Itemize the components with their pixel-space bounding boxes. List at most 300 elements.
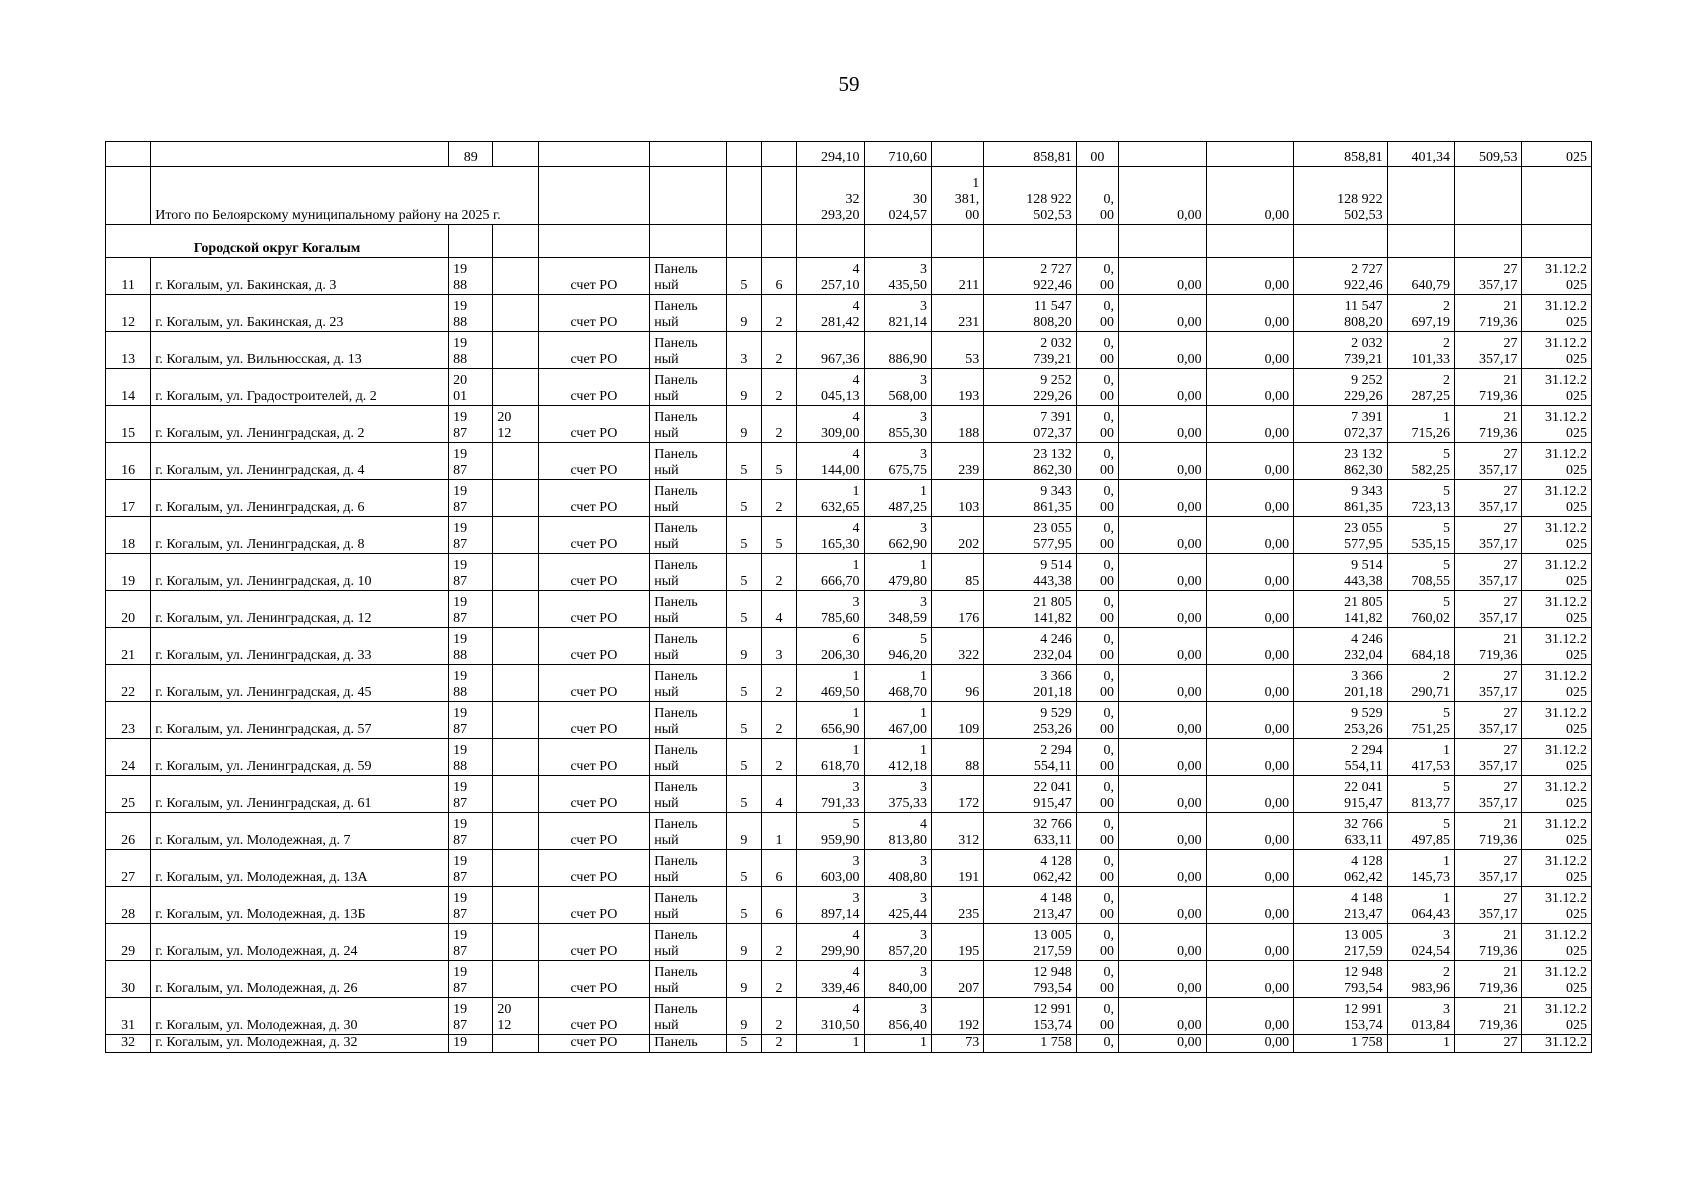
completion-date: 31.12.2 025 <box>1522 517 1592 554</box>
zero-value: 0, 00 <box>1076 850 1118 887</box>
year-renovated <box>493 258 538 295</box>
repair-cost-2: 9 529 253,26 <box>1294 702 1388 739</box>
cost-limit: 27 357,17 <box>1455 776 1522 813</box>
wall-material: Панель ный <box>650 295 726 332</box>
entrances: 2 <box>761 406 796 443</box>
zero-value: 0, 00 <box>1076 369 1118 406</box>
repair-cost: 32 766 633,11 <box>984 813 1077 850</box>
floors: 9 <box>726 628 761 665</box>
completion-date: 31.12.2 025 <box>1522 591 1592 628</box>
total-area: 4 299,90 <box>797 924 864 961</box>
section-cell-empty <box>797 225 864 258</box>
wall-material: Панель ный <box>650 517 726 554</box>
completion-date: 31.12.2 025 <box>1522 887 1592 924</box>
wall-material: Панель ный <box>650 924 726 961</box>
wall-material: Панель ный <box>650 813 726 850</box>
funding-source: счет РО <box>538 998 650 1035</box>
repair-cost: 21 805 141,82 <box>984 591 1077 628</box>
zero-value-1: 0,00 <box>1119 887 1207 924</box>
residents: 193 <box>931 369 983 406</box>
year-renovated <box>493 554 538 591</box>
year-renovated <box>493 961 538 998</box>
unit-cost: 2 983,96 <box>1387 961 1454 998</box>
floors: 9 <box>726 998 761 1035</box>
last-row-cell: 27 <box>1455 1035 1522 1053</box>
table-row-section <box>106 225 1592 258</box>
year-built: 19 88 <box>449 332 493 369</box>
funding-source: счет РО <box>538 739 650 776</box>
funding-source: счет РО <box>538 924 650 961</box>
entrances: 2 <box>761 961 796 998</box>
unit-cost: 684,18 <box>1387 628 1454 665</box>
repair-cost: 4 128 062,42 <box>984 850 1077 887</box>
total-cost: 128 922 502,53 <box>984 167 1077 225</box>
row-number: 30 <box>106 961 151 998</box>
section-cell-empty <box>761 225 796 258</box>
zero-value-2: 0,00 <box>1206 517 1294 554</box>
year-built: 20 01 <box>449 369 493 406</box>
living-area: 5 946,20 <box>864 628 931 665</box>
living-area: 3 855,30 <box>864 406 931 443</box>
zero-value: 0, 00 <box>1076 332 1118 369</box>
zero-value: 0, 00 <box>1076 517 1118 554</box>
total-area: 4 310,50 <box>797 998 864 1035</box>
zero-value-2: 0,00 <box>1206 850 1294 887</box>
total-cell-empty <box>1387 167 1454 225</box>
last-row-cell: 2 <box>761 1035 796 1053</box>
housing-register-table <box>105 141 1592 1053</box>
year-renovated <box>493 850 538 887</box>
table-row <box>106 850 1592 887</box>
floors: 5 <box>726 554 761 591</box>
funding-source: счет РО <box>538 591 650 628</box>
zero-value: 0, 00 <box>1076 776 1118 813</box>
unit-cost: 1 417,53 <box>1387 739 1454 776</box>
funding-source: счет РО <box>538 887 650 924</box>
funding-source: счет РО <box>538 406 650 443</box>
repair-cost-2: 23 055 577,95 <box>1294 517 1388 554</box>
carryover-cell <box>538 142 650 167</box>
address: г. Когалым, ул. Ленинградская, д. 6 <box>151 480 449 517</box>
section-cell-empty <box>449 225 493 258</box>
table-row <box>106 961 1592 998</box>
year-renovated <box>493 924 538 961</box>
completion-date: 31.12.2 025 <box>1522 924 1592 961</box>
section-cell-empty <box>1522 225 1592 258</box>
section-cell-empty <box>1294 225 1388 258</box>
total-area: 1 656,90 <box>797 702 864 739</box>
zero-value-2: 0,00 <box>1206 776 1294 813</box>
last-row-cell: 1 <box>797 1035 864 1053</box>
unit-cost: 5 535,15 <box>1387 517 1454 554</box>
floors: 5 <box>726 443 761 480</box>
funding-source: счет РО <box>538 628 650 665</box>
year-renovated <box>493 887 538 924</box>
wall-material: Панель ный <box>650 369 726 406</box>
last-row-cell: 5 <box>726 1035 761 1053</box>
zero-value: 0, 00 <box>1076 739 1118 776</box>
unit-cost: 5 760,02 <box>1387 591 1454 628</box>
floors: 5 <box>726 665 761 702</box>
repair-cost-2: 23 132 862,30 <box>1294 443 1388 480</box>
row-number: 12 <box>106 295 151 332</box>
table-body <box>106 142 1592 1053</box>
unit-cost: 1 145,73 <box>1387 850 1454 887</box>
completion-date: 31.12.2 025 <box>1522 998 1592 1035</box>
cost-limit: 21 719,36 <box>1455 406 1522 443</box>
address: г. Когалым, ул. Бакинская, д. 23 <box>151 295 449 332</box>
address: г. Когалым, ул. Ленинградская, д. 8 <box>151 517 449 554</box>
carryover-cell <box>1119 142 1207 167</box>
zero-value-2: 0,00 <box>1206 554 1294 591</box>
completion-date: 31.12.2 025 <box>1522 258 1592 295</box>
entrances: 3 <box>761 628 796 665</box>
living-area: 3 856,40 <box>864 998 931 1035</box>
repair-cost-2: 13 005 217,59 <box>1294 924 1388 961</box>
repair-cost: 12 948 793,54 <box>984 961 1077 998</box>
wall-material: Панель ный <box>650 258 726 295</box>
total-area: 967,36 <box>797 332 864 369</box>
zero-value: 0, 00 <box>1076 480 1118 517</box>
residents: 207 <box>931 961 983 998</box>
table-row <box>106 998 1592 1035</box>
wall-material: Панель ный <box>650 332 726 369</box>
address: г. Когалым, ул. Бакинская, д. 3 <box>151 258 449 295</box>
repair-cost: 11 547 808,20 <box>984 295 1077 332</box>
address: г. Когалым, ул. Ленинградская, д. 59 <box>151 739 449 776</box>
year-renovated <box>493 369 538 406</box>
table-row-total <box>106 167 1592 225</box>
unit-cost: 3 024,54 <box>1387 924 1454 961</box>
residents: 176 <box>931 591 983 628</box>
wall-material: Панель ный <box>650 850 726 887</box>
cost-limit: 21 719,36 <box>1455 998 1522 1035</box>
total-cost-2: 128 922 502,53 <box>1294 167 1388 225</box>
zero-value-1: 0,00 <box>1119 665 1207 702</box>
zero-value: 0, 00 <box>1076 554 1118 591</box>
entrances: 2 <box>761 924 796 961</box>
entrances: 4 <box>761 591 796 628</box>
year-built: 19 87 <box>449 443 493 480</box>
total-area: 4 144,00 <box>797 443 864 480</box>
year-built: 19 88 <box>449 739 493 776</box>
row-number: 29 <box>106 924 151 961</box>
section-cell-empty <box>493 225 538 258</box>
funding-source: счет РО <box>538 369 650 406</box>
repair-cost-2: 2 294 554,11 <box>1294 739 1388 776</box>
repair-cost-2: 21 805 141,82 <box>1294 591 1388 628</box>
zero-value-1: 0,00 <box>1119 480 1207 517</box>
residents: 231 <box>931 295 983 332</box>
wall-material: Панель ный <box>650 961 726 998</box>
total-area: 3 791,33 <box>797 776 864 813</box>
living-area: 3 857,20 <box>864 924 931 961</box>
total-cell-empty <box>106 167 151 225</box>
carryover-cell: 00 <box>1076 142 1118 167</box>
cost-limit: 27 357,17 <box>1455 591 1522 628</box>
completion-date: 31.12.2 025 <box>1522 628 1592 665</box>
repair-cost-2: 4 246 232,04 <box>1294 628 1388 665</box>
carryover-cell: 710,60 <box>864 142 931 167</box>
floors: 5 <box>726 517 761 554</box>
repair-cost: 23 055 577,95 <box>984 517 1077 554</box>
address: г. Когалым, ул. Ленинградская, д. 4 <box>151 443 449 480</box>
entrances: 6 <box>761 850 796 887</box>
carryover-cell <box>1206 142 1294 167</box>
carryover-cell: 294,10 <box>797 142 864 167</box>
section-title: Городской округ Когалым <box>106 225 449 258</box>
cost-limit: 21 719,36 <box>1455 924 1522 961</box>
table-row <box>106 628 1592 665</box>
wall-material: Панель ный <box>650 554 726 591</box>
table-row <box>106 480 1592 517</box>
residents: 239 <box>931 443 983 480</box>
zero-value: 0, 00 <box>1076 443 1118 480</box>
total-cell-empty <box>761 167 796 225</box>
last-row-cell: счет РО <box>538 1035 650 1053</box>
repair-cost-2: 32 766 633,11 <box>1294 813 1388 850</box>
section-cell-empty <box>1387 225 1454 258</box>
total-area: 1 618,70 <box>797 739 864 776</box>
wall-material: Панель ный <box>650 443 726 480</box>
table-row <box>106 702 1592 739</box>
repair-cost-2: 2 727 922,46 <box>1294 258 1388 295</box>
carryover-cell <box>761 142 796 167</box>
total-area: 4 339,46 <box>797 961 864 998</box>
total-area: 1 469,50 <box>797 665 864 702</box>
total-area: 32 293,20 <box>797 167 864 225</box>
floors: 9 <box>726 295 761 332</box>
entrances: 5 <box>761 443 796 480</box>
address: г. Когалым, ул. Молодежная, д. 13Б <box>151 887 449 924</box>
cost-limit: 21 719,36 <box>1455 628 1522 665</box>
entrances: 1 <box>761 813 796 850</box>
address: г. Когалым, ул. Ленинградская, д. 2 <box>151 406 449 443</box>
funding-source: счет РО <box>538 295 650 332</box>
table-row <box>106 258 1592 295</box>
repair-cost-2: 11 547 808,20 <box>1294 295 1388 332</box>
carryover-cell <box>106 142 151 167</box>
funding-source: счет РО <box>538 332 650 369</box>
funding-source: счет РО <box>538 776 650 813</box>
unit-cost: 2 101,33 <box>1387 332 1454 369</box>
entrances: 5 <box>761 517 796 554</box>
section-cell-empty <box>1076 225 1118 258</box>
year-renovated <box>493 517 538 554</box>
zero-value: 0, 00 <box>1076 258 1118 295</box>
section-cell-empty <box>726 225 761 258</box>
zero-value-1: 0,00 <box>1119 332 1207 369</box>
last-row-cell: 19 <box>449 1035 493 1053</box>
floors: 3 <box>726 332 761 369</box>
carryover-cell: 509,53 <box>1455 142 1522 167</box>
address: г. Когалым, ул. Градостроителей, д. 2 <box>151 369 449 406</box>
carryover-cell <box>726 142 761 167</box>
repair-cost: 9 252 229,26 <box>984 369 1077 406</box>
zero-value-1: 0,00 <box>1119 813 1207 850</box>
completion-date: 31.12.2 025 <box>1522 961 1592 998</box>
repair-cost: 12 991 153,74 <box>984 998 1077 1035</box>
zero-value-1: 0,00 <box>1119 517 1207 554</box>
repair-cost-2: 12 948 793,54 <box>1294 961 1388 998</box>
unit-cost: 2 290,71 <box>1387 665 1454 702</box>
total-zero-1: 0,00 <box>1119 167 1207 225</box>
last-row-cell <box>493 1035 538 1053</box>
year-renovated <box>493 332 538 369</box>
zero-value-2: 0,00 <box>1206 702 1294 739</box>
completion-date: 31.12.2 025 <box>1522 665 1592 702</box>
zero-value-1: 0,00 <box>1119 406 1207 443</box>
entrances: 2 <box>761 480 796 517</box>
repair-cost: 2 727 922,46 <box>984 258 1077 295</box>
residents: 172 <box>931 776 983 813</box>
zero-value-1: 0,00 <box>1119 924 1207 961</box>
zero-value-2: 0,00 <box>1206 591 1294 628</box>
entrances: 6 <box>761 258 796 295</box>
unit-cost: 640,79 <box>1387 258 1454 295</box>
address: г. Когалым, ул. Молодежная, д. 7 <box>151 813 449 850</box>
row-number: 22 <box>106 665 151 702</box>
total-area: 4 257,10 <box>797 258 864 295</box>
repair-cost: 23 132 862,30 <box>984 443 1077 480</box>
living-area: 3 840,00 <box>864 961 931 998</box>
year-renovated <box>493 628 538 665</box>
last-row-cell: Панель <box>650 1035 726 1053</box>
year-renovated <box>493 443 538 480</box>
last-row-cell: 0, <box>1076 1035 1118 1053</box>
year-renovated <box>493 702 538 739</box>
last-row-cell: 1 758 <box>1294 1035 1388 1053</box>
carryover-cell: 89 <box>449 142 493 167</box>
repair-cost-2: 22 041 915,47 <box>1294 776 1388 813</box>
page-number: 59 <box>838 72 860 96</box>
unit-cost: 3 013,84 <box>1387 998 1454 1035</box>
unit-cost: 5 813,77 <box>1387 776 1454 813</box>
unit-cost: 5 497,85 <box>1387 813 1454 850</box>
last-row-cell: 73 <box>931 1035 983 1053</box>
year-built: 19 87 <box>449 850 493 887</box>
total-area: 4 165,30 <box>797 517 864 554</box>
year-built: 19 88 <box>449 295 493 332</box>
carryover-cell: 858,81 <box>1294 142 1388 167</box>
zero-value-1: 0,00 <box>1119 554 1207 591</box>
funding-source: счет РО <box>538 665 650 702</box>
total-area: 3 785,60 <box>797 591 864 628</box>
year-renovated <box>493 295 538 332</box>
entrances: 6 <box>761 887 796 924</box>
residents: 188 <box>931 406 983 443</box>
living-area: 3 408,80 <box>864 850 931 887</box>
table-row <box>106 887 1592 924</box>
carryover-cell: 401,34 <box>1387 142 1454 167</box>
carryover-cell: 858,81 <box>984 142 1077 167</box>
unit-cost: 5 582,25 <box>1387 443 1454 480</box>
row-number: 13 <box>106 332 151 369</box>
residents: 235 <box>931 887 983 924</box>
table-row-last <box>106 1035 1592 1053</box>
total-cell-empty <box>1522 167 1592 225</box>
funding-source: счет РО <box>538 443 650 480</box>
floors: 9 <box>726 813 761 850</box>
repair-cost: 4 246 232,04 <box>984 628 1077 665</box>
unit-cost: 2 287,25 <box>1387 369 1454 406</box>
address: г. Когалым, ул. Ленинградская, д. 12 <box>151 591 449 628</box>
cost-limit: 27 357,17 <box>1455 258 1522 295</box>
wall-material: Панель ный <box>650 739 726 776</box>
year-built: 19 87 <box>449 480 493 517</box>
zero-value-2: 0,00 <box>1206 258 1294 295</box>
floors: 9 <box>726 961 761 998</box>
repair-cost-2: 4 148 213,47 <box>1294 887 1388 924</box>
year-built: 19 87 <box>449 776 493 813</box>
entrances: 2 <box>761 702 796 739</box>
living-area: 3 348,59 <box>864 591 931 628</box>
year-renovated: 20 12 <box>493 406 538 443</box>
address: г. Когалым, ул. Ленинградская, д. 45 <box>151 665 449 702</box>
entrances: 2 <box>761 295 796 332</box>
repair-cost: 2 032 739,21 <box>984 332 1077 369</box>
table-row <box>106 295 1592 332</box>
address: г. Когалым, ул. Молодежная, д. 13А <box>151 850 449 887</box>
funding-source: счет РО <box>538 850 650 887</box>
total-area: 4 281,42 <box>797 295 864 332</box>
address: г. Когалым, ул. Ленинградская, д. 10 <box>151 554 449 591</box>
completion-date: 31.12.2 025 <box>1522 406 1592 443</box>
zero-value: 0, 00 <box>1076 295 1118 332</box>
row-number: 15 <box>106 406 151 443</box>
year-built: 19 87 <box>449 961 493 998</box>
table-row <box>106 665 1592 702</box>
entrances: 2 <box>761 665 796 702</box>
section-cell-empty <box>1119 225 1207 258</box>
zero-value-1: 0,00 <box>1119 776 1207 813</box>
repair-cost: 3 366 201,18 <box>984 665 1077 702</box>
residents: 96 <box>931 665 983 702</box>
table-row <box>106 443 1592 480</box>
table-row-carryover <box>106 142 1592 167</box>
zero-value-1: 0,00 <box>1119 369 1207 406</box>
address: г. Когалым, ул. Молодежная, д. 24 <box>151 924 449 961</box>
completion-date: 31.12.2 025 <box>1522 554 1592 591</box>
row-number: 18 <box>106 517 151 554</box>
residents: 85 <box>931 554 983 591</box>
completion-date: 31.12.2 025 <box>1522 776 1592 813</box>
row-number: 27 <box>106 850 151 887</box>
cost-limit: 27 357,17 <box>1455 850 1522 887</box>
row-number: 23 <box>106 702 151 739</box>
funding-source: счет РО <box>538 554 650 591</box>
last-row-cell: 0,00 <box>1206 1035 1294 1053</box>
funding-source: счет РО <box>538 813 650 850</box>
residents: 195 <box>931 924 983 961</box>
address: г. Когалым, ул. Ленинградская, д. 61 <box>151 776 449 813</box>
zero-value-1: 0,00 <box>1119 739 1207 776</box>
completion-date: 31.12.2 025 <box>1522 702 1592 739</box>
total-area: 1 632,65 <box>797 480 864 517</box>
living-area: 1 468,70 <box>864 665 931 702</box>
year-renovated: 20 12 <box>493 998 538 1035</box>
total-area: 4 045,13 <box>797 369 864 406</box>
year-built: 19 87 <box>449 702 493 739</box>
zero-value: 0, 00 <box>1076 961 1118 998</box>
zero-value-2: 0,00 <box>1206 332 1294 369</box>
completion-date: 31.12.2 025 <box>1522 332 1592 369</box>
completion-date: 31.12.2 025 <box>1522 443 1592 480</box>
living-area: 3 662,90 <box>864 517 931 554</box>
residents: 103 <box>931 480 983 517</box>
completion-date: 31.12.2 025 <box>1522 295 1592 332</box>
zero-value-2: 0,00 <box>1206 813 1294 850</box>
